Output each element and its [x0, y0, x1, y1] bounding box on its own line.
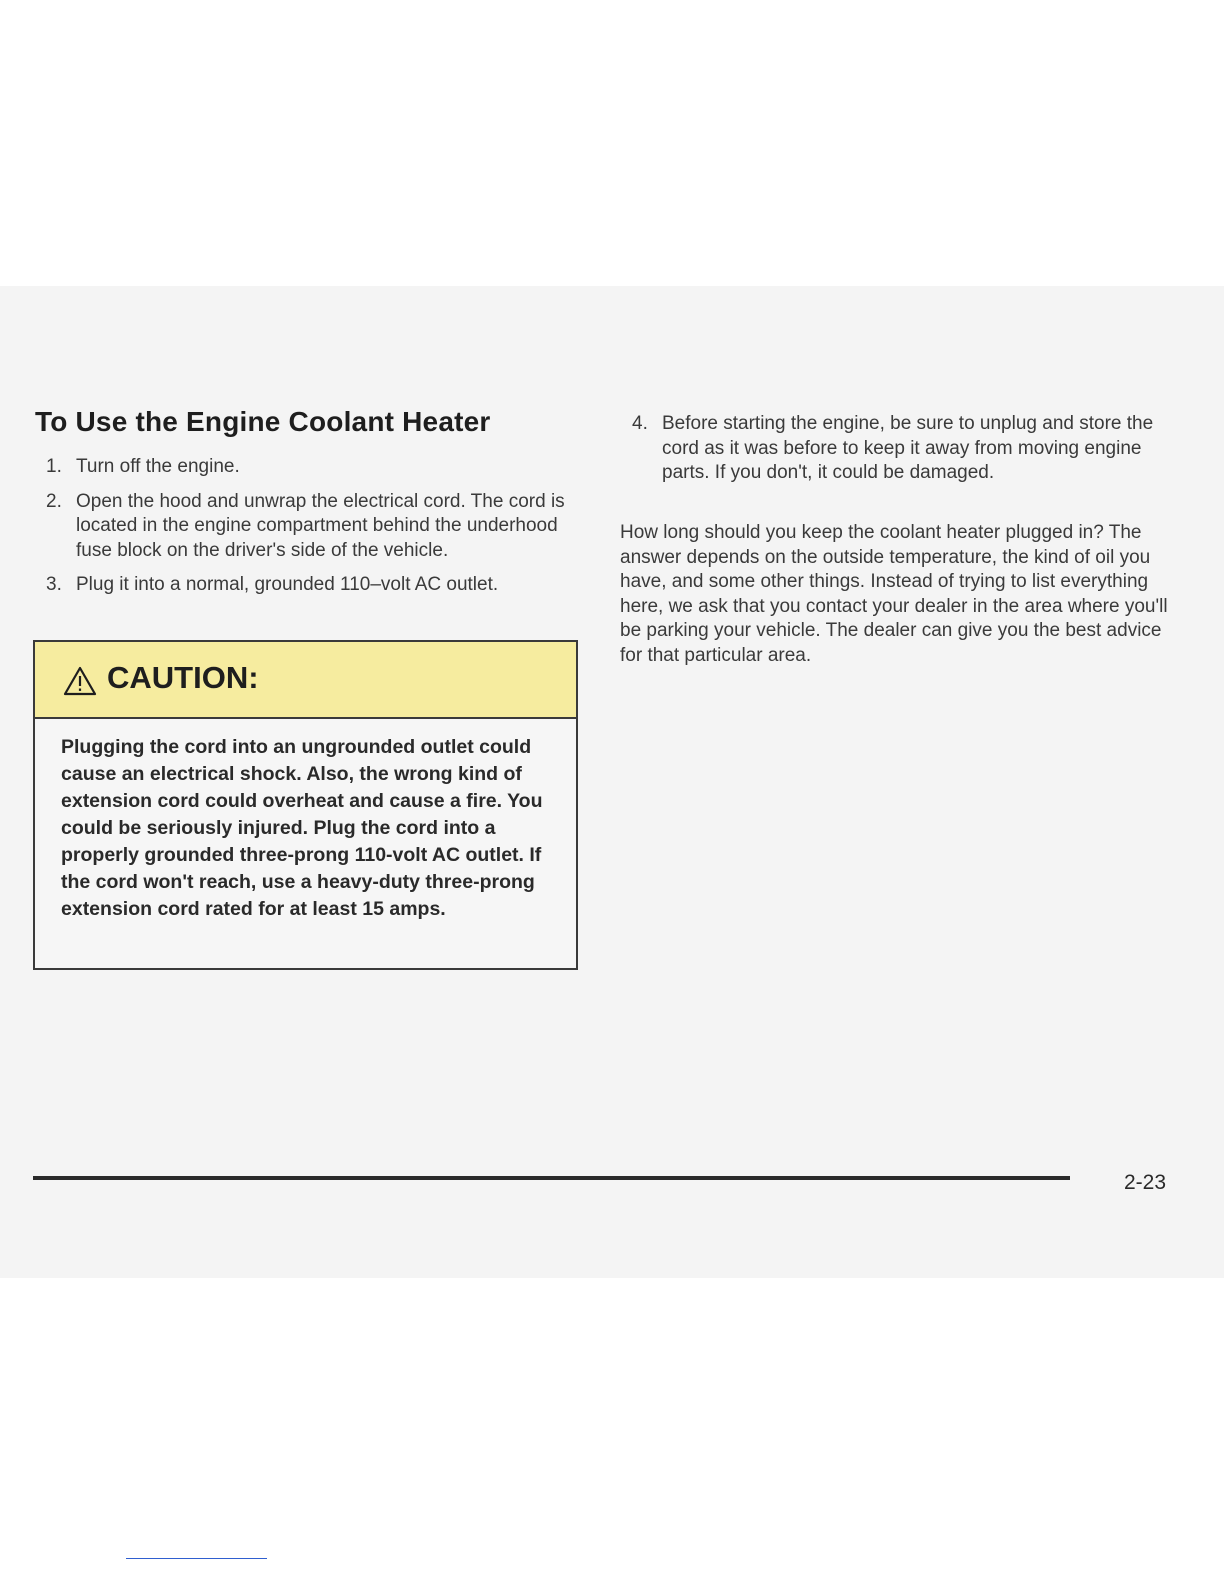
step-number: 4. [632, 413, 648, 434]
page-number: 2-23 [1124, 1171, 1167, 1194]
step-number: 2. [46, 490, 62, 512]
list-item [40, 490, 580, 564]
caution-header [35, 642, 576, 719]
step-number: 1. [46, 456, 62, 477]
warning-triangle-icon [63, 666, 97, 696]
step-text: Before starting the engine, be sure to unplug and store the cord as it was before to keep it away from moving engine parts. If you don't, it could be damaged. [662, 413, 1154, 483]
caution-text: Plugging the cord into an ungrounded outlet could cause an electrical shock. Also, the wrong kind of extension cord could overheat and cause a fire. You could be seriously injured. Plug the cord into a properly grounded three-prong 110-volt AC outlet. If the cord won't reach, use a heavy-duty three-prong extension cord rated for at least 15 amps. [61, 736, 543, 920]
step-text: Open the hood and unwrap the electrical cord. The cord is located in the engine compartment behind the underhood fuse block on the driver's side of the vehicle. [76, 490, 565, 561]
caution-box [33, 640, 578, 970]
step-text: Turn off the engine. [76, 456, 240, 477]
body-paragraph: How long should you keep the coolant heater plugged in? The answer depends on the outside temperature, the kind of oil you have, and some other things. Instead of trying to list everything here, we ask that you contact your dealer in the area where you'll be parking your vehicle. The dealer can give you the best advice for that particular area. [620, 522, 1168, 666]
footer-rule [33, 1176, 1070, 1180]
step-number: 3. [46, 574, 62, 595]
list-item [40, 573, 580, 598]
steps-list [40, 455, 580, 608]
list-item [40, 455, 580, 480]
list-item [620, 412, 1165, 486]
step-text: Plug it into a normal, grounded 110–volt AC outlet. [76, 574, 499, 595]
caution-title: CAUTION: [107, 660, 259, 695]
link-underline [126, 1558, 267, 1559]
section-title: To Use the Engine Coolant Heater [35, 406, 491, 437]
